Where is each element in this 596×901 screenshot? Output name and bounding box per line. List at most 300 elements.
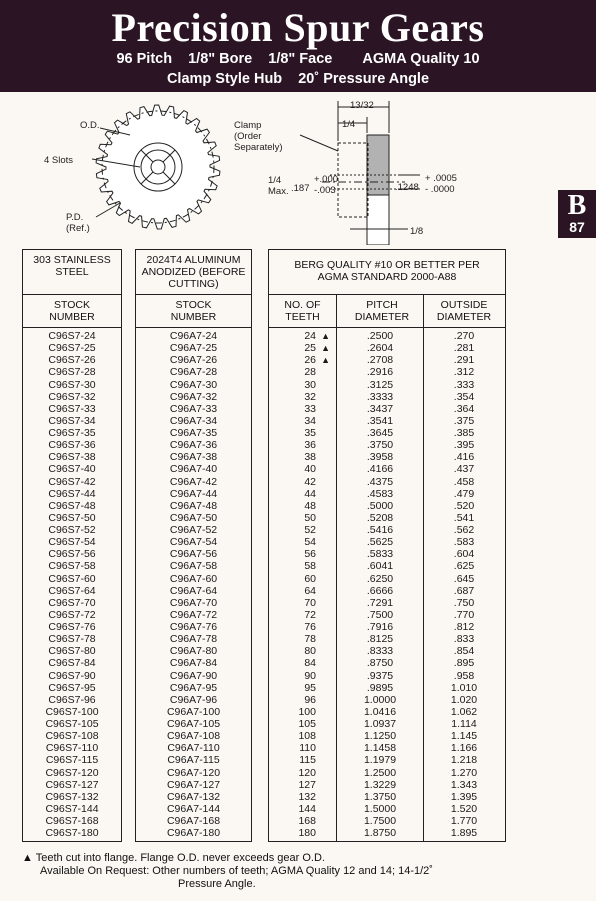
outside-diameter-cell: .833: [453, 633, 475, 646]
teeth-cell: [269, 609, 336, 621]
gear-teeth-outline: [96, 105, 220, 229]
teeth-value: 60: [304, 572, 316, 585]
aluminum-stock-cell: C96A7-95: [169, 681, 218, 694]
pitch-diameter-cell: .2916: [366, 366, 394, 379]
pitch-diameter-cell: 1.5000: [363, 802, 397, 815]
teeth-value: 90: [304, 669, 316, 682]
spec-pressure-angle: 20˚ Pressure Angle: [298, 71, 430, 87]
teeth-value: 95: [304, 681, 316, 694]
pitch-diameter-cell: 1.8750: [363, 827, 397, 840]
flange-marker-icon: ▲: [321, 331, 330, 341]
od-label: O.D.: [80, 120, 100, 131]
leader-line: [96, 203, 120, 217]
teeth-cell: [269, 706, 336, 718]
teeth-value: 33: [304, 402, 316, 415]
aluminum-stock-cell: C96A7-28: [169, 366, 218, 379]
pitch-diameter-cell: .8333: [366, 645, 394, 658]
dim-1-4-max: 1/4: [268, 175, 282, 186]
aluminum-stock-cell: C96A7-44: [169, 487, 218, 500]
outside-diameter-cell: .958: [453, 669, 475, 682]
teeth-cell: [269, 463, 336, 475]
outside-diameter-cell: .604: [453, 548, 475, 561]
stainless-stock-cell: C96S7-48: [48, 499, 96, 512]
stainless-stock-cell: C96S7-108: [45, 730, 99, 743]
dim-1248: .1248: [395, 182, 419, 193]
aluminum-stock-cell: C96A7-90: [169, 669, 218, 682]
teeth-cell: [269, 754, 336, 766]
stainless-stock-cell: C96S7-54: [48, 536, 96, 549]
outside-diameter-cell: .458: [453, 475, 475, 488]
pitch-diameter-cell: .6041: [366, 560, 394, 573]
outside-diameter-cell: .354: [453, 390, 475, 403]
stainless-stock-cell: C96S7-40: [48, 463, 96, 476]
pitch-diameter-cell: .9895: [366, 681, 394, 694]
spec-line-2: [0, 70, 596, 88]
aluminum-stock-cell: C96A7-54: [169, 536, 218, 549]
outside-diameter-cell: .395: [453, 439, 475, 452]
pitch-diameter-cell: .5416: [366, 524, 394, 536]
stainless-stock-cell: C96S7-96: [48, 693, 96, 706]
page-header: [0, 0, 596, 92]
outside-diameter-cell: .645: [453, 572, 475, 585]
pitch-diameter-cell: .3958: [366, 451, 394, 464]
stainless-stock-cell: C96S7-120: [45, 766, 99, 779]
aluminum-stock-cell: C96A7-33: [169, 402, 218, 415]
teeth-value: 28: [304, 366, 316, 379]
teeth-cell: [269, 597, 336, 609]
aluminum-header: 2024T4 ALUMINUM ANODIZED (BEFORE CUTTING): [141, 254, 246, 290]
teeth-cell: [269, 560, 336, 572]
outside-diameter-cell: .312: [453, 366, 475, 379]
teeth-cell: [269, 366, 336, 378]
outside-diameter-cell: .583: [453, 536, 475, 549]
teeth-cell: [269, 548, 336, 560]
stainless-stock-cell: C96S7-78: [48, 633, 96, 646]
stainless-stock-cell: C96S7-127: [45, 778, 99, 791]
aluminum-stock-cell: C96A7-127: [166, 778, 221, 791]
tol-minus-003: -.003: [314, 185, 336, 196]
stainless-stock-cell: C96S7-50: [48, 511, 96, 524]
stainless-stock-cell: C96S7-25: [48, 342, 96, 355]
spec-pitch: 96 Pitch: [116, 51, 173, 67]
pitch-diameter-cell: 1.1979: [363, 754, 397, 767]
teeth-value: 24: [304, 330, 316, 342]
aluminum-stock-cell: C96A7-34: [169, 414, 218, 427]
aluminum-stock-cell: C96A7-115: [167, 754, 220, 767]
stainless-stock-cell: C96S7-180: [45, 827, 99, 840]
aluminum-stock-cell: C96A7-30: [169, 378, 218, 391]
stainless-stock-cell: C96S7-100: [45, 705, 99, 718]
stainless-stock-cell: C96S7-110: [45, 742, 99, 755]
aluminum-stock-cell: C96A7-48: [169, 499, 218, 512]
pitch-diameter-cell: .7291: [366, 596, 394, 609]
stainless-stock-cell: C96S7-32: [48, 390, 96, 403]
page-title: Precision Spur Gears: [111, 5, 485, 50]
clamp-order-label: (Order: [234, 131, 262, 142]
teeth-value: 32: [304, 390, 316, 403]
teeth-cell: [269, 827, 336, 839]
aluminum-stock-cell: C96A7-60: [169, 572, 218, 585]
pitch-diameter-cell: .5833: [366, 548, 394, 561]
teeth-cell: [269, 354, 336, 366]
stainless-stock-cell: C96S7-44: [48, 487, 96, 500]
pitch-diameter-cell: .5625: [366, 536, 394, 549]
aluminum-stock-cell: C96A7-105: [166, 718, 221, 730]
pitch-diameter-cell: .7500: [366, 608, 394, 621]
stainless-stock-cell: C96S7-90: [48, 669, 96, 682]
divider: [269, 327, 505, 328]
aluminum-stock-cell: C96A7-70: [169, 596, 218, 609]
teeth-value: 52: [304, 524, 316, 536]
divider: [23, 294, 121, 295]
pitch-diameter-cell: .5208: [366, 511, 394, 524]
aluminum-stock-cell: C96A7-38: [169, 451, 218, 464]
teeth-cell: [269, 633, 336, 645]
teeth-value: 168: [298, 815, 316, 827]
outside-diameter-cell: .541: [453, 511, 475, 524]
spec-face: 1/8" Face: [268, 51, 333, 67]
pitch-diameter-cell: .3750: [366, 439, 394, 452]
teeth-cell: [269, 621, 336, 633]
outside-diameter-cell: .437: [453, 463, 475, 476]
outside-diameter-cell: 1.770: [450, 815, 478, 827]
pitch-diameter-cell: .6250: [366, 572, 394, 585]
aluminum-stock-cell: C96A7-76: [169, 621, 218, 633]
stainless-stock-cell: C96S7-30: [48, 378, 96, 391]
pitch-diameter-cell: 1.1250: [363, 730, 397, 743]
pitch-diameter-cell: .3333: [366, 390, 394, 403]
aluminum-stock-cell: C96A7-56: [169, 548, 218, 561]
teeth-value: 144: [298, 802, 316, 815]
aluminum-stock-cell: C96A7-26: [169, 354, 218, 367]
aluminum-stock-cell: C96A7-35: [169, 427, 218, 439]
stainless-stock-cell: C96S7-95: [48, 681, 96, 694]
pitch-diameter-cell: .9375: [366, 669, 394, 682]
teeth-value: 180: [298, 827, 316, 840]
teeth-value: 120: [298, 766, 316, 779]
teeth-cell: [269, 573, 336, 585]
teeth-value: 70: [304, 596, 316, 609]
teeth-cell: [269, 767, 336, 779]
outside-diameter-cell: .364: [453, 402, 475, 415]
stainless-stock-cell: C96S7-36: [48, 439, 96, 452]
slots-label: 4 Slots: [44, 155, 74, 166]
tol-minus-0000: - .0000: [425, 184, 455, 195]
teeth-list: [269, 330, 336, 839]
aluminum-stock-cell: C96A7-42: [169, 475, 218, 488]
outside-diameter-cell: .416: [453, 451, 475, 464]
teeth-value: 108: [298, 730, 316, 743]
section-letter: B: [567, 190, 587, 221]
aluminum-stock-cell: C96A7-78: [169, 633, 218, 646]
teeth-cell: [269, 536, 336, 548]
teeth-value: 76: [304, 621, 316, 633]
stainless-stock-header: STOCK NUMBER: [49, 299, 95, 323]
teeth-cell: [269, 476, 336, 488]
footnotes: [22, 852, 433, 891]
available-note: Available On Request: Other numbers of teeth; AGMA Quality 12 and 14; 14-1/2˚: [40, 865, 433, 877]
stainless-stock-cell: C96S7-42: [48, 475, 96, 488]
outside-diameter-cell: .281: [453, 342, 475, 355]
stainless-stock-cell: C96S7-115: [45, 754, 99, 767]
outside-diameter-cell: 1.270: [450, 766, 478, 779]
teeth-value: 26: [304, 354, 316, 367]
clamp-separately-label: Separately): [234, 142, 283, 153]
pitch-diameter-cell: .5000: [366, 499, 394, 512]
outside-diameter-list: [424, 330, 504, 839]
teeth-value: 105: [298, 718, 316, 730]
divider: [136, 327, 251, 328]
teeth-value: 38: [304, 451, 316, 464]
gear-front-view: [92, 105, 220, 229]
outside-diameter-cell: .687: [453, 584, 475, 597]
clamp-label: Clamp: [234, 120, 262, 131]
teeth-value: 96: [304, 693, 316, 706]
aluminum-stock-cell: C96A7-40: [169, 463, 218, 476]
teeth-value: 64: [304, 584, 316, 597]
aluminum-stock-cell: C96A7-72: [169, 608, 218, 621]
stainless-stock-cell: C96S7-38: [48, 451, 96, 464]
pitch-diameter-cell: .2604: [366, 342, 394, 355]
stainless-stock-cell: C96S7-132: [45, 790, 99, 803]
aluminum-stock-cell: C96A7-168: [166, 815, 221, 827]
aluminum-stock-cell: C96A7-32: [169, 390, 218, 403]
pitch-diameter-cell: .4166: [366, 463, 394, 476]
outside-diameter-cell: 1.395: [450, 790, 478, 803]
outside-diameter-cell: .479: [453, 487, 475, 500]
teeth-value: 84: [304, 657, 316, 670]
teeth-value: 72: [304, 608, 316, 621]
outside-diameter-cell: 1.166: [450, 742, 478, 755]
aluminum-stock-list: [136, 330, 251, 839]
outside-diameter-cell: .625: [453, 560, 475, 573]
aluminum-stock-cell: C96A7-58: [169, 560, 218, 573]
teeth-cell: [269, 742, 336, 754]
teeth-cell: [269, 330, 336, 342]
pd-label: P.D.: [66, 212, 84, 223]
teeth-cell: [269, 657, 336, 669]
stainless-stock-cell: C96S7-24: [48, 330, 96, 342]
aluminum-stock-cell: C96A7-36: [169, 439, 218, 452]
pitch-diameter-cell: .3541: [366, 414, 394, 427]
teeth-value: 54: [304, 536, 316, 549]
aluminum-stock-cell: C96A7-120: [166, 766, 221, 779]
outside-diameter-cell: .750: [453, 596, 475, 609]
stainless-stock-cell: C96S7-28: [48, 366, 96, 379]
teeth-value: 36: [304, 439, 316, 452]
teeth-value: 132: [298, 790, 316, 803]
stainless-stock-cell: C96S7-35: [48, 427, 96, 439]
pitch-diameter-cell: 1.7500: [363, 815, 397, 827]
outside-diameter-cell: .770: [453, 608, 475, 621]
pitch-diameter-cell: 1.3229: [363, 778, 397, 791]
stainless-stock-cell: C96S7-52: [48, 524, 96, 536]
dimensions-table: [268, 249, 506, 842]
teeth-cell: [269, 803, 336, 815]
pitch-diameter-cell: .8125: [366, 633, 394, 646]
teeth-value: 34: [304, 414, 316, 427]
dim-13-32: 13/32: [350, 100, 374, 111]
outside-diameter-header: OUTSIDE DIAMETER: [436, 299, 492, 323]
outside-diameter-cell: 1.343: [450, 778, 478, 791]
outside-diameter-cell: 1.020: [450, 693, 478, 706]
teeth-header: NO. OF TEETH: [284, 299, 321, 323]
outside-diameter-cell: .375: [453, 414, 475, 427]
teeth-cell: [269, 694, 336, 706]
teeth-cell: [269, 645, 336, 657]
pitch-diameter-cell: .3645: [366, 427, 394, 439]
pitch-diameter-cell: .6666: [366, 584, 394, 597]
pitch-diameter-cell: 1.2500: [363, 766, 397, 779]
pitch-diameter-cell: .3125: [366, 378, 394, 391]
spec-quality: AGMA Quality 10: [362, 51, 480, 67]
stainless-stock-cell: C96S7-70: [48, 596, 96, 609]
spec-bore: 1/8" Bore: [188, 51, 253, 67]
aluminum-stock-header: STOCK NUMBER: [170, 299, 217, 323]
stainless-stock-cell: C96S7-64: [48, 584, 96, 597]
outside-diameter-cell: .270: [453, 330, 475, 342]
pitch-diameter-cell: .8750: [366, 657, 394, 670]
stainless-stock-list: [23, 330, 121, 839]
aluminum-stock-cell: C96A7-80: [169, 645, 218, 658]
quality-header: BERG QUALITY #10 OR BETTER PER AGMA STANDARD 2000-A88: [294, 259, 480, 283]
aluminum-stock-cell: C96A7-25: [169, 342, 218, 355]
outside-diameter-cell: .291: [453, 354, 475, 367]
aluminum-stock-cell: C96A7-110: [167, 742, 220, 755]
aluminum-stock-cell: C96A7-64: [169, 584, 218, 597]
teeth-cell: [269, 718, 336, 730]
aluminum-stock-cell: C96A7-96: [169, 693, 218, 706]
outside-diameter-cell: 1.114: [451, 718, 477, 730]
divider: [136, 294, 251, 295]
outside-diameter-cell: .812: [453, 621, 475, 633]
stainless-stock-cell: C96S7-72: [48, 608, 96, 621]
outside-diameter-cell: 1.062: [450, 705, 478, 718]
spec-line-1: [0, 50, 596, 68]
stainless-stock-cell: C96S7-80: [48, 645, 96, 658]
teeth-cell: [269, 415, 336, 427]
teeth-cell: [269, 585, 336, 597]
dim-187: .187: [291, 183, 310, 194]
flange-marker-icon: ▲: [321, 343, 330, 354]
outside-diameter-cell: 1.895: [450, 827, 478, 840]
stainless-stock-cell: C96S7-34: [48, 414, 96, 427]
aluminum-stock-cell: C96A7-180: [166, 827, 221, 840]
teeth-value: 78: [304, 633, 316, 646]
teeth-value: 30: [304, 378, 316, 391]
aluminum-stock-cell: C96A7-108: [166, 730, 221, 743]
teeth-cell: [269, 779, 336, 791]
pitch-diameter-cell: 1.1458: [363, 742, 397, 755]
outside-diameter-cell: .333: [453, 378, 475, 391]
aluminum-stock-cell: C96A7-84: [169, 657, 218, 670]
pitch-diameter-cell: 1.0937: [363, 718, 397, 730]
teeth-cell: [269, 439, 336, 451]
teeth-cell: [269, 815, 336, 827]
teeth-value: 58: [304, 560, 316, 573]
pitch-diameter-cell: .3437: [366, 402, 394, 415]
aluminum-stock-cell: C96A7-132: [166, 790, 221, 803]
stainless-stock-cell: C96S7-76: [48, 621, 96, 633]
teeth-value: 48: [304, 499, 316, 512]
outside-diameter-cell: .854: [453, 645, 475, 658]
pitch-diameter-cell: 1.0000: [363, 693, 397, 706]
stainless-table: [22, 249, 122, 842]
teeth-value: 56: [304, 548, 316, 561]
teeth-cell: [269, 670, 336, 682]
gear-side-view: [300, 101, 420, 245]
outside-diameter-cell: .520: [453, 499, 475, 512]
stainless-stock-cell: C96S7-105: [45, 718, 99, 730]
teeth-cell: [269, 342, 336, 354]
teeth-cell: [269, 682, 336, 694]
teeth-value: 44: [304, 487, 316, 500]
pitch-diameter-cell: .4583: [366, 487, 394, 500]
teeth-cell: [269, 791, 336, 803]
aluminum-stock-cell: C96A7-24: [169, 330, 218, 342]
teeth-value: 35: [304, 427, 316, 439]
flange-note: ▲ Teeth cut into flange. Flange O.D. never exceeds gear O.D.: [22, 852, 325, 864]
teeth-value: 80: [304, 645, 316, 658]
spec-hub: Clamp Style Hub: [166, 71, 283, 87]
pitch-diameter-cell: .2500: [366, 330, 394, 342]
aluminum-stock-cell: C96A7-144: [166, 802, 221, 815]
pd-ref-label: (Ref.): [66, 223, 90, 234]
divider: [269, 294, 505, 295]
aluminum-stock-cell: C96A7-52: [169, 524, 218, 536]
teeth-value: 127: [298, 778, 316, 791]
tol-plus-0005: + .0005: [425, 173, 457, 184]
pitch-diameter-cell: 1.0416: [363, 705, 397, 718]
dim-1-4-top: 1/4: [342, 119, 356, 130]
tol-plus-000: +.000: [314, 174, 339, 185]
teeth-cell: [269, 391, 336, 403]
outside-diameter-cell: .895: [453, 657, 475, 670]
teeth-cell: [269, 379, 336, 391]
outside-diameter-cell: .385: [453, 427, 475, 439]
pitch-diameter-cell: 1.3750: [363, 790, 397, 803]
aluminum-stock-cell: C96A7-50: [169, 511, 218, 524]
outside-diameter-cell: .562: [453, 524, 475, 536]
stainless-stock-cell: C96S7-26: [48, 354, 96, 367]
teeth-cell: [269, 403, 336, 415]
outside-diameter-cell: 1.218: [450, 754, 478, 767]
teeth-value: 40: [304, 463, 316, 476]
divider: [23, 327, 121, 328]
teeth-cell: [269, 524, 336, 536]
pitch-diameter-cell: .4375: [366, 475, 394, 488]
teeth-value: 110: [299, 742, 316, 755]
pitch-diameter-cell: .7916: [366, 621, 394, 633]
flange-marker-icon: ▲: [321, 355, 330, 366]
teeth-value: 50: [304, 511, 316, 524]
teeth-value: 42: [304, 475, 316, 488]
teeth-value: 25: [304, 342, 316, 355]
stainless-stock-cell: C96S7-58: [48, 560, 96, 573]
outside-diameter-cell: 1.010: [450, 681, 478, 694]
stainless-stock-cell: C96S7-33: [48, 402, 96, 415]
teeth-cell: [269, 730, 336, 742]
teeth-cell: [269, 427, 336, 439]
stainless-stock-cell: C96S7-84: [48, 657, 96, 670]
pitch-diameter-cell: .2708: [366, 354, 394, 367]
outside-diameter-cell: 1.520: [450, 802, 478, 815]
teeth-cell: [269, 488, 336, 500]
aluminum-table: [135, 249, 252, 842]
stainless-stock-cell: C96S7-56: [48, 548, 96, 561]
teeth-cell: [269, 451, 336, 463]
aluminum-stock-cell: C96A7-100: [166, 705, 221, 718]
